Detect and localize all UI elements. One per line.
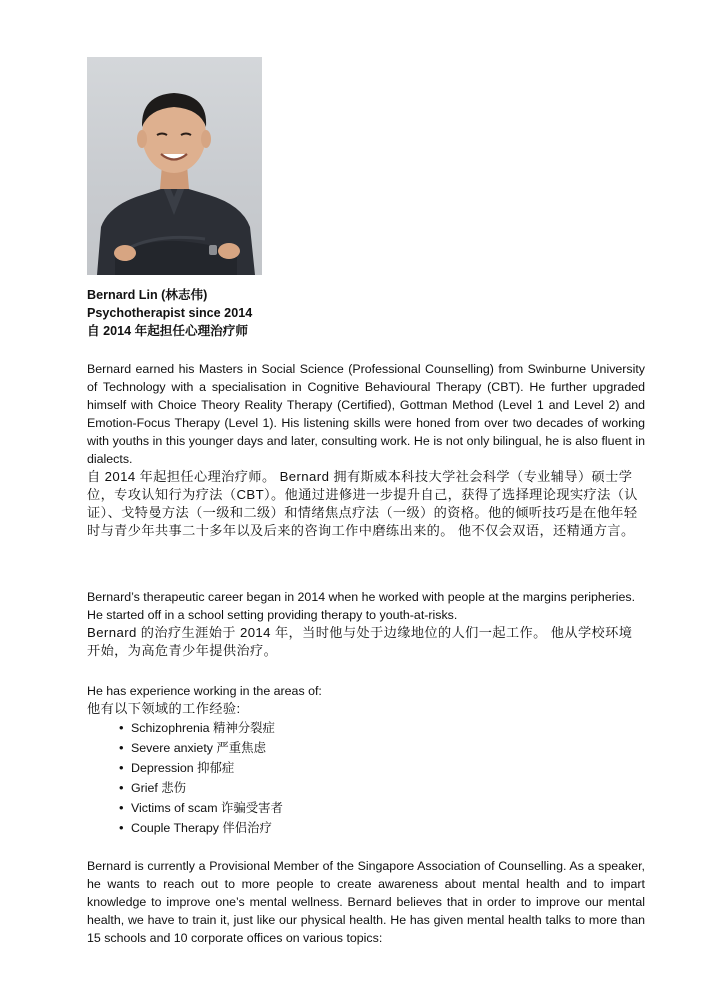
profile-name: Bernard Lin (林志伟) [87, 288, 208, 302]
experience-list [87, 718, 645, 838]
career-paragraph-en: Bernard’s therapeutic career began in 2014 when he worked with people at the margins peripheries. He started off in a school setting providing therapy to youth-at-risks. [87, 590, 636, 622]
career-section [87, 588, 645, 660]
bio-paragraph-en: Bernard earned his Masters in Social Science (Professional Counselling) from Swinburne University of Technology with a specialisation in Cognitive Behavioural Therapy (CBT). He further upgraded himself with Choice Theory Reality Therapy (Certified), Gottman Method (Level 1 and Level 2) and Emotion-Focus Therapy (Level 1). His listening skills were honed from over two decades of working with youths in this younger days and later, consulting work. He is not only bilingual, he is also fluent in dialects. [87, 362, 645, 466]
bio-section [87, 360, 645, 540]
experience-intro-en: He has experience working in the areas of: [87, 684, 322, 698]
profile-role-cn: 自 2014 年起担任心理治疗师 [87, 324, 248, 338]
experience-intro-cn: 他有以下领域的工作经验: [87, 701, 241, 716]
list-item: • Couple Therapy 伴侣治疗 [117, 818, 645, 838]
profile-header [87, 286, 387, 340]
experience-section [87, 682, 645, 838]
profile-role-en: Psychotherapist since 2014 [87, 306, 253, 320]
list-item: • Schizophrenia 精神分裂症 [117, 718, 645, 738]
membership-paragraph: Bernard is currently a Provisional Member of the Singapore Association of Counselling. As a speaker, he wants to reach out to more people to create awareness about mental health and to impart knowledge to improve one’s mental wellness. Bernard believes that in order to improve our mental health, we have to train it, just like our physical health. He has given mental health talks to more than 15 schools and 10 corporate offices on various topics: [87, 859, 645, 945]
list-item: • Depression 抑郁症 [117, 758, 645, 778]
membership-section [87, 857, 645, 947]
list-item: • Grief 悲伤 [117, 778, 645, 798]
portrait-illustration [87, 57, 262, 275]
list-item: • Severe anxiety 严重焦虑 [117, 738, 645, 758]
career-paragraph-cn: Bernard 的治疗生涯始于 2014 年，当时他与处于边缘地位的人们一起工作。 他从学校环境开始，为高危青少年提供治疗。 [87, 625, 633, 658]
bio-paragraph-cn: 自 2014 年起担任心理治疗师。 Bernard 拥有斯威本科技大学社会科学（专业辅导）硕士学位，专攻认知行为疗法（CBT）。他通过进修进一步提升自己，获得了选择理论现实疗法（认证）、戈特曼方法（一级和二级）和情绪焦点疗法（一级）的资格。他的倾听技巧是在他年轻时与青少年共事二十多年以及后来的咨询工作中磨练出来的。 他不仅会双语，还精通方言。 [87, 469, 638, 538]
list-item: • Victims of scam 诈骗受害者 [117, 798, 645, 818]
profile-photo [87, 57, 262, 275]
